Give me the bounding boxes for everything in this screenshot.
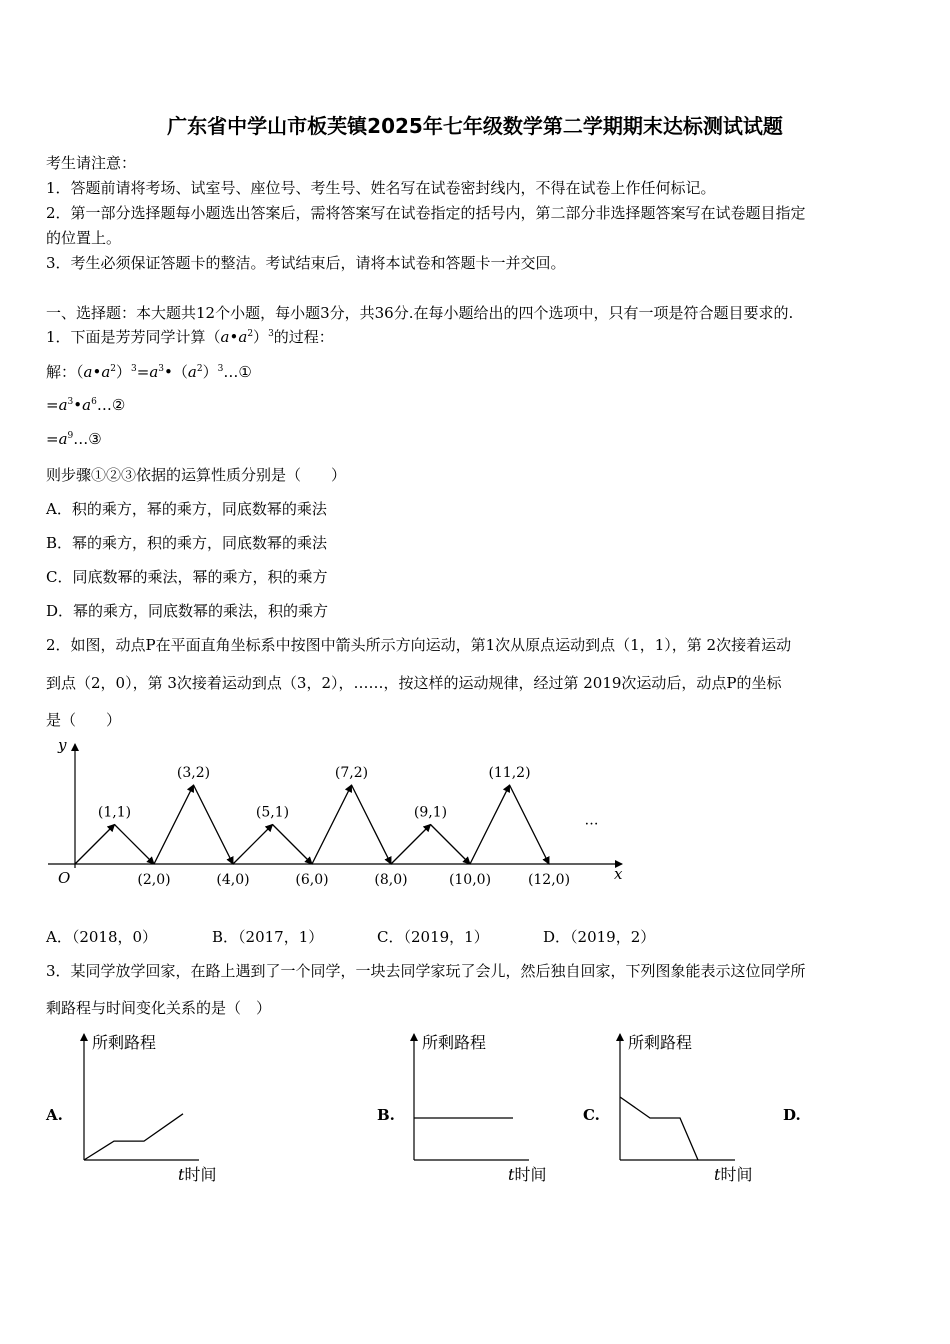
q1-option-c: C．同底数幂的乘法，幂的乘方，积的乘方 bbox=[46, 568, 328, 586]
notice-item: 的位置上。 bbox=[46, 229, 122, 247]
q3-graph-c bbox=[606, 1028, 766, 1188]
path-segment bbox=[312, 785, 352, 864]
point-label: (4,0) bbox=[216, 872, 250, 888]
point-label: (1,1) bbox=[97, 804, 132, 821]
q3-option-label-a: A. bbox=[46, 1106, 63, 1124]
q2-stem-line: 2．如图，动点P在平面直角坐标系中按图中箭头所示方向运动，第1次从原点运动到点（1，1），第 2次接着运动 bbox=[46, 636, 792, 654]
q3-option-label-b: B. bbox=[377, 1106, 395, 1124]
point-label: (8,0) bbox=[374, 872, 408, 888]
path-segment bbox=[391, 825, 431, 865]
q3-option-label-c: C. bbox=[583, 1106, 600, 1124]
point-label: (10,0) bbox=[448, 872, 492, 888]
q2-option-b: B．（2017，1） bbox=[212, 928, 324, 946]
point-label: (6,0) bbox=[295, 872, 329, 888]
graph-line bbox=[620, 1097, 698, 1160]
path-segment bbox=[194, 785, 234, 864]
q1-solution-step3: $=a^9\dots ③$ bbox=[46, 430, 102, 448]
y-axis-label: y bbox=[58, 736, 67, 754]
x-axis-label: t时间 bbox=[178, 1165, 217, 1184]
point-label: (2,0) bbox=[137, 872, 171, 888]
continuation-dots: … bbox=[584, 812, 599, 829]
q1-stem: 1．下面是芳芳同学计算$(a•a^2)^3$的过程： bbox=[46, 328, 334, 346]
graph-line bbox=[84, 1114, 183, 1160]
notice-item: 2．第一部分选择题每小题选出答案后，需将答案写在试卷指定的括号内，第二部分非选择题答案写在试卷题目指定 bbox=[46, 204, 806, 222]
path-segment bbox=[273, 825, 313, 865]
origin-label: O bbox=[58, 869, 71, 887]
q1-option-a: A．积的乘方，幂的乘方，同底数幂的乘法 bbox=[46, 500, 327, 518]
q1-option-b: B．幂的乘方，积的乘方，同底数幂的乘法 bbox=[46, 534, 328, 552]
path-segment bbox=[470, 785, 510, 864]
notice-item: 1．答题前请将考场、试室号、座位号、考生号、姓名写在试卷密封线内，不得在试卷上作任何标记。 bbox=[46, 179, 716, 197]
y-axis-label: 所剩路程 bbox=[628, 1033, 693, 1052]
point-label: (7,2) bbox=[334, 765, 369, 781]
notice-item: 3．考生必须保证答题卡的整洁。考试结束后，请将本试卷和答题卡一并交回。 bbox=[46, 254, 566, 272]
path-segment bbox=[154, 785, 194, 864]
path-segment bbox=[233, 825, 273, 865]
point-label: (3,2) bbox=[176, 765, 211, 781]
path-segment bbox=[115, 825, 155, 865]
q3-stem-line: 剩路程与时间变化关系的是（ ） bbox=[46, 999, 272, 1017]
point-label: (9,1) bbox=[413, 804, 448, 821]
q2-option-c: C．（2019，1） bbox=[377, 928, 489, 946]
path-segment bbox=[352, 785, 392, 864]
notice-heading: 考生请注意： bbox=[46, 154, 137, 172]
x-axis-label: x bbox=[614, 865, 623, 883]
y-axis-label: 所剩路程 bbox=[422, 1033, 487, 1052]
q3-graph-b bbox=[400, 1028, 560, 1188]
y-axis-label: 所剩路程 bbox=[92, 1033, 157, 1052]
q2-stem-line: 到点（2，0），第 3次接着运动到点（3，2），……，按这样的运动规律，经过第 2019次运动后，动点P的坐标 bbox=[46, 674, 782, 692]
point-label: (11,2) bbox=[488, 765, 531, 781]
path-segment bbox=[431, 825, 471, 865]
q1-solution-step2: $=a^3•a^6\dots ②$ bbox=[46, 396, 126, 414]
q2-option-d: D．（2019，2） bbox=[543, 928, 656, 946]
q1-question: 则步骤①②③依据的运算性质分别是（ ） bbox=[46, 466, 347, 484]
point-label: (12,0) bbox=[527, 872, 571, 888]
q2-coordinate-figure bbox=[40, 732, 640, 902]
q2-option-a: A．（2018，0） bbox=[46, 928, 158, 946]
x-axis-label: t时间 bbox=[508, 1165, 547, 1184]
q1-solution-step1: 解：$(a•a^2)^3=a^3•(a^2)^3\dots ①$ bbox=[46, 363, 252, 381]
path-segment bbox=[510, 785, 550, 864]
q2-stem-line: 是（ ） bbox=[46, 711, 122, 729]
q1-option-d: D．幂的乘方，同底数幂的乘法，积的乘方 bbox=[46, 602, 329, 620]
path-segment bbox=[75, 825, 115, 865]
point-label: (5,1) bbox=[255, 804, 290, 821]
q3-stem-line: 3．某同学放学回家，在路上遇到了一个同学，一块去同学家玩了会儿，然后独自回家，下列图象能表示这位同学所 bbox=[46, 962, 806, 980]
q3-graph-a bbox=[70, 1028, 230, 1188]
q3-option-label-d: D. bbox=[783, 1106, 801, 1124]
page-title: 广东省中学山市板芙镇2025年七年级数学第二学期期末达标测试试题 bbox=[167, 114, 783, 138]
x-axis-label: t时间 bbox=[714, 1165, 753, 1184]
section-heading: 一、选择题：本大题共12个小题，每小题3分，共36分.在每小题给出的四个选项中，只有一项是符合题目要求的. bbox=[46, 304, 794, 322]
